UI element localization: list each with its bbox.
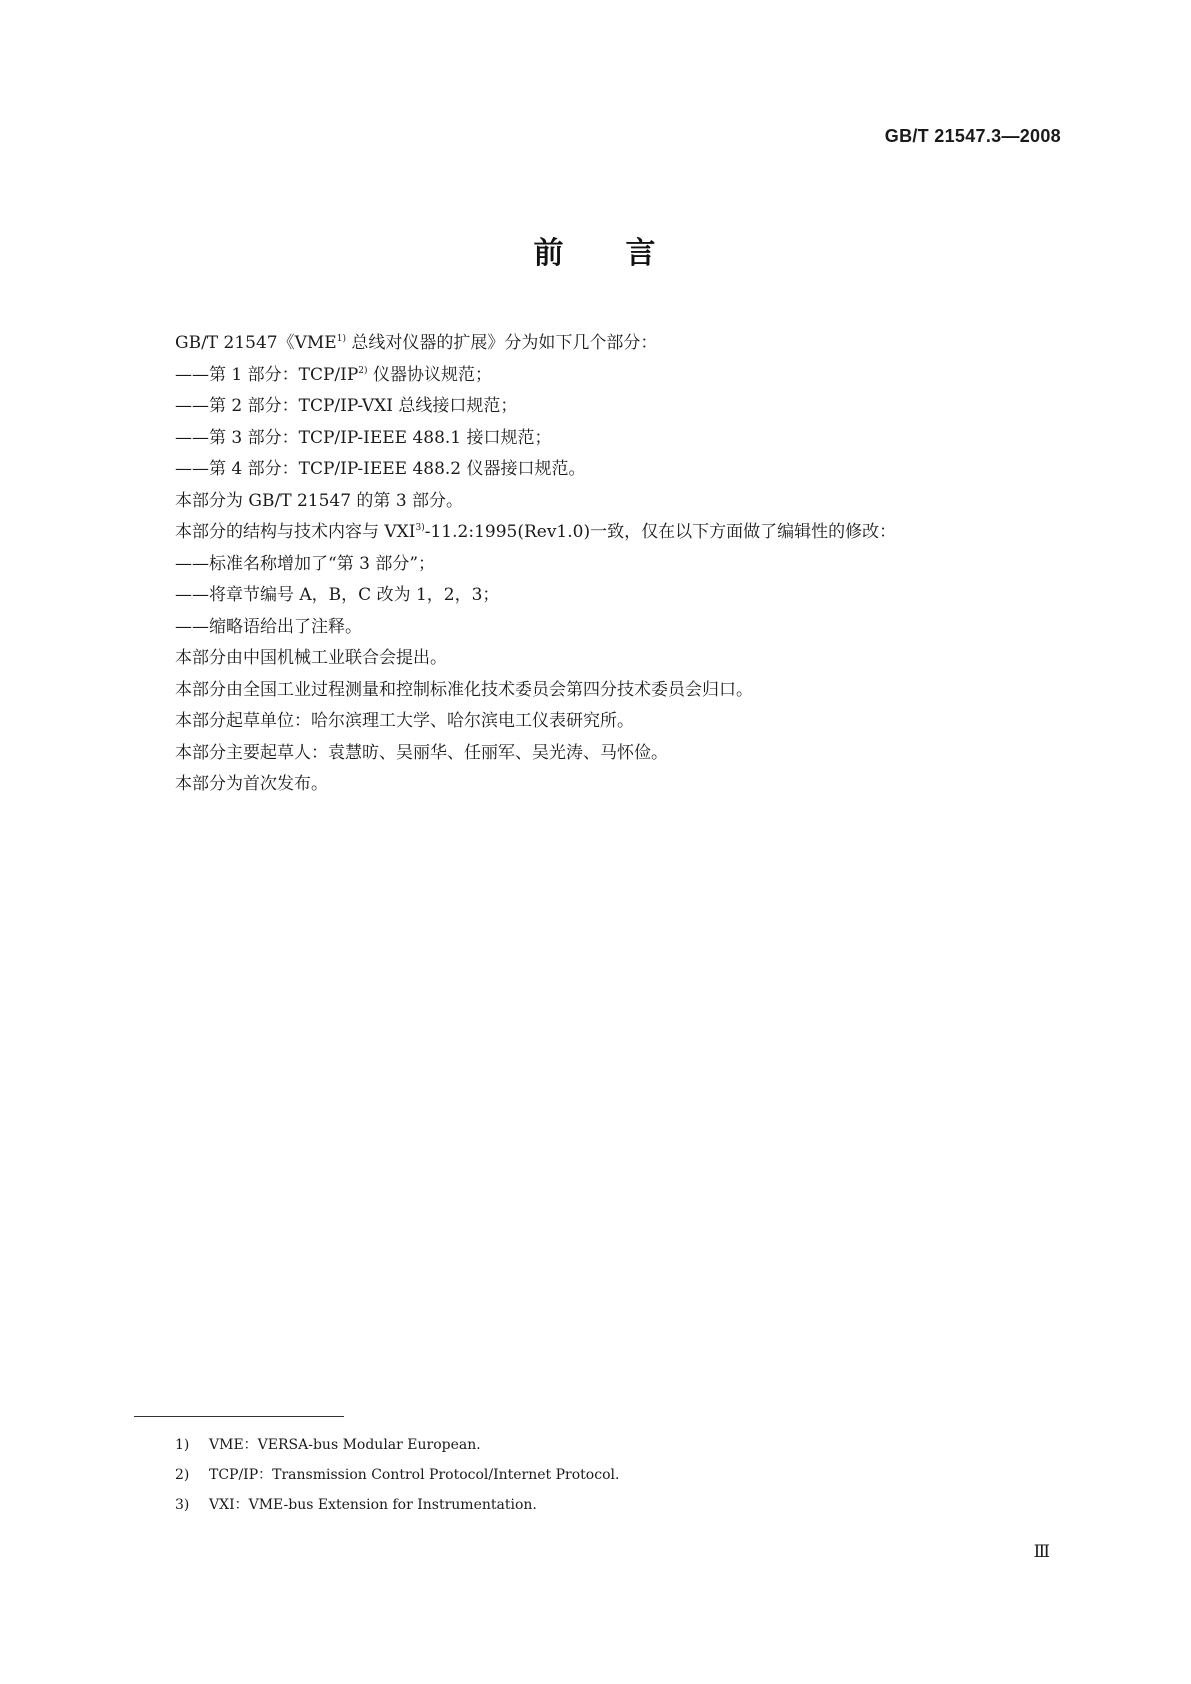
footnote-3: 3) VXI：VME-bus Extension for Instrumentation.	[175, 1497, 537, 1513]
title-char-2: 言	[625, 236, 658, 271]
footnote-2: 2) TCP/IP：Transmission Control Protocol/Internet Protocol.	[175, 1467, 620, 1483]
list-item-change-2: ——将章节编号 A，B，C 改为 1，2，3；	[175, 585, 500, 605]
paragraph-parts-intro: GB/T 21547《VME$^{1)}$ 总线对仪器的扩展》分为如下几个部分：	[175, 333, 658, 353]
paragraph-committee: 本部分由全国工业过程测量和控制标准化技术委员会第四分技术委员会归口。	[175, 679, 753, 700]
paragraph-drafting-units: 本部分起草单位：哈尔滨理工大学、哈尔滨电工仪表研究所。	[175, 711, 634, 731]
list-item-part-3: ——第 3 部分：TCP/IP-IEEE 488.1 接口规范；	[175, 427, 552, 448]
footnote-divider	[134, 1416, 344, 1417]
page-title	[0, 228, 1191, 272]
paragraph-proposer: 本部分由中国机械工业联合会提出。	[175, 648, 447, 668]
footnotes	[175, 1430, 975, 1520]
paragraph-structure: 本部分的结构与技术内容与 VXI$^{3)}$-11.2:1995(Rev1.0)一致，仅在以下方面做了编辑性的修改：	[175, 522, 897, 542]
footnote-ref-2: 2)	[358, 365, 368, 376]
paragraph-drafters: 本部分主要起草人：袁慧昉、吴丽华、任丽军、吴光涛、马怀俭。	[175, 742, 668, 763]
paragraph-this-part: 本部分为 GB/T 21547 的第 3 部分。	[175, 490, 464, 511]
standard-number: GB/T 21547.3—2008	[884, 126, 1061, 146]
list-item-part-4: ——第 4 部分：TCP/IP-IEEE 488.2 仪器接口规范。	[175, 459, 586, 479]
footnote-ref-1: 1)	[336, 334, 346, 344]
foreword-body	[175, 328, 1075, 801]
list-item-change-1: ——标准名称增加了“第 3 部分”；	[175, 553, 436, 574]
list-item-change-3: ——缩略语给出了注释。	[175, 616, 362, 637]
list-item-part-2: ——第 2 部分：TCP/IP-VXI 总线接口规范；	[175, 396, 518, 416]
paragraph-first-release: 本部分为首次发布。	[175, 774, 328, 794]
footnote-1: 1) VME：VERSA-bus Modular European.	[175, 1437, 481, 1453]
footnote-ref-3: 3)	[415, 523, 425, 533]
list-item-part-1: ——第 1 部分：TCP/IP$^{2)}$ 仪器协议规范；	[175, 364, 492, 385]
title-char-1: 前	[533, 236, 566, 271]
page-number: Ⅲ	[1033, 1542, 1049, 1561]
